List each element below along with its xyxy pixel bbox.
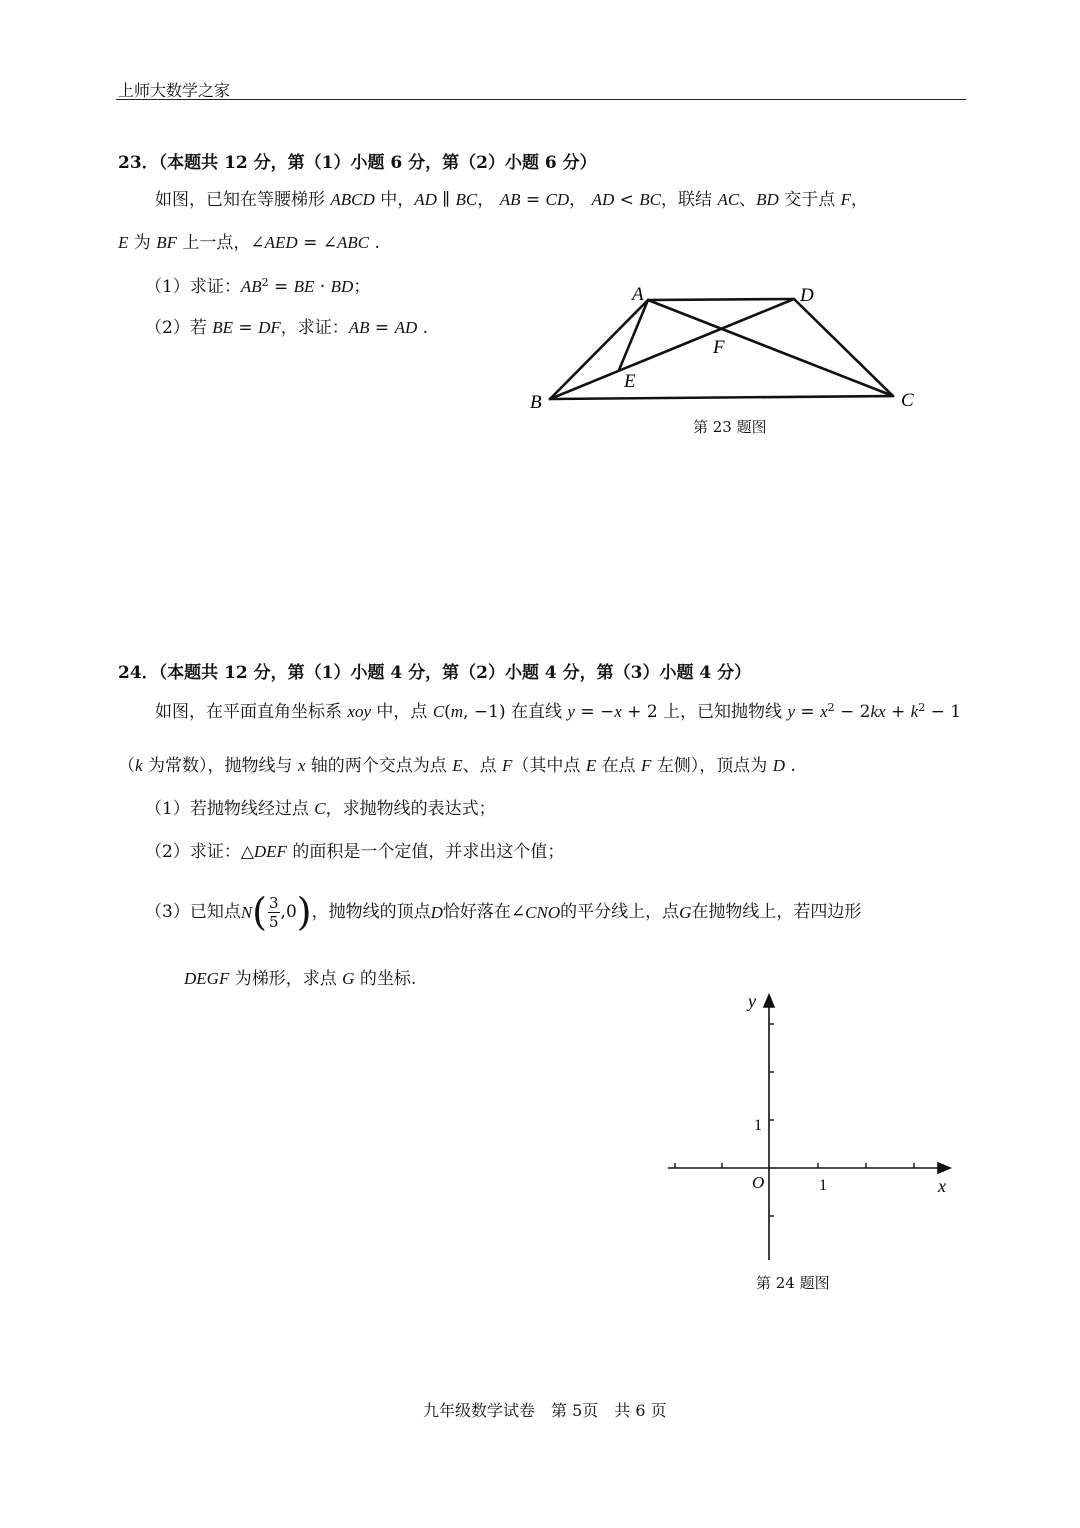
origin-label: O <box>752 1173 765 1192</box>
q24-part1: （1）若抛物线经过点 C，求抛物线的表达式； <box>145 799 496 819</box>
x-axis-arrow <box>938 1163 950 1173</box>
label-F: F <box>713 337 725 358</box>
q24-stem-line1: 如图，在平面直角坐标系 xoy 中，点 C(m, −1) 在直线 y = −x + 2 上，已知抛物线 $y = x^2 - 2kx + k^2 - 1$ <box>155 701 962 722</box>
q24-part2: （2）求证：△DEF 的面积是一个定值，并求出这个值； <box>145 842 565 862</box>
x-axis-label: x <box>938 1176 946 1196</box>
label-B: B <box>530 392 542 413</box>
label-C: C <box>901 390 914 411</box>
label-D: D <box>800 285 814 306</box>
q24-coordinate-axes <box>660 990 960 1265</box>
segment-AD <box>648 299 794 300</box>
y-axis-arrow <box>764 995 774 1007</box>
page-header-title: 上师大数学之家 <box>118 81 231 100</box>
segment-AC <box>648 300 893 396</box>
y-tick-label-1: 1 <box>754 1117 762 1134</box>
q23-stem-line1: 如图，已知在等腰梯形 ABCD 中，AD ∥ BC， AB = CD， AD < BC，联结 AC、BD 交于点 F， <box>155 190 869 210</box>
q23-title: 23．（本题共 12 分，第（1）小题 6 分，第（2）小题 6 分） <box>118 153 597 173</box>
segment-CD <box>794 299 893 396</box>
label-A: A <box>632 284 644 305</box>
segment-BD <box>550 299 794 399</box>
label-E: E <box>624 371 636 392</box>
q23-stem-line2: E 为 BF 上一点，∠AED = ∠ABC . <box>118 233 380 253</box>
y-axis-label: y <box>748 991 756 1011</box>
q24-figure-caption: 第 24 题图 <box>756 1274 830 1292</box>
header-rule <box>116 99 966 100</box>
q23-part2: （2）若 BE = DF，求证：AB = AD . <box>145 318 429 338</box>
fraction-3-5: $\frac{3}{5}$ <box>269 893 279 931</box>
q23-figure-caption: 第 23 题图 <box>693 418 767 436</box>
q24-part3-line2: DEGF 为梯形，求点 G 的坐标. <box>184 969 417 989</box>
q24-title: 24．（本题共 12 分，第（1）小题 4 分，第（2）小题 4 分，第（3）小题 4 分） <box>118 663 752 683</box>
x-tick-label-1: 1 <box>819 1177 827 1194</box>
q23-trapezoid-figure <box>520 278 930 418</box>
q23-part1: （1）求证：$AB^2$ = BE · BD； <box>145 276 371 297</box>
segment-BC <box>550 396 893 399</box>
q24-part3-line1: （3）已知点 N ( $\frac{3}{5}$ ,0 ) ，抛物线的顶点 D 恰好落在 ∠ CNO 的平分线上，点 G 在抛物线上，若四边形 <box>145 890 862 934</box>
q24-stem-line2: （k 为常数），抛物线与 x 轴的两个交点为点 E、点 F（其中点 E 在点 F 左侧），顶点为 D . <box>118 756 796 776</box>
page-footer: 九年级数学试卷 第 5页 共 6 页 <box>423 1401 667 1420</box>
